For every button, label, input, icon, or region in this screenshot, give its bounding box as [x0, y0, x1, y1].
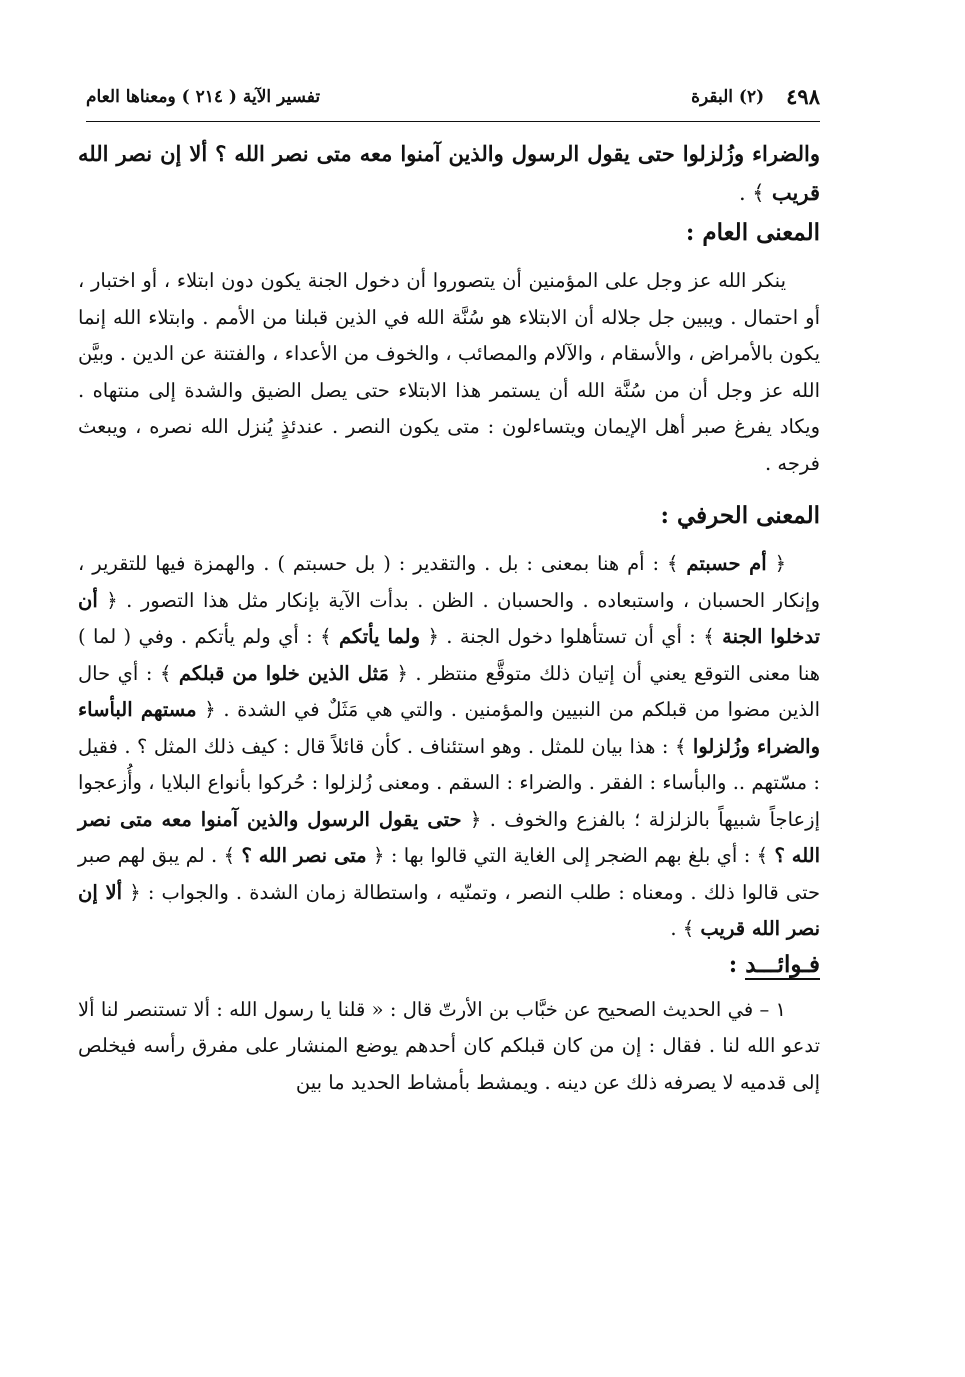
ornate-close: ﴾	[223, 844, 236, 867]
ornate-open: ﴿	[129, 880, 141, 904]
surah-label: (٢) البقرة	[691, 86, 765, 107]
phrase-mathal: مَثل الذين خلوا من قبلكم	[178, 661, 389, 685]
ornate-close: ﴾	[320, 625, 332, 648]
literal-meaning-paragraph	[78, 546, 820, 948]
verse-close-bracket: ﴾ .	[738, 181, 765, 205]
phrase-massathum: مستهم البأساء والضراء وزُلزلوا	[78, 698, 821, 758]
verse-text	[78, 134, 820, 213]
ornate-close: ﴾	[703, 625, 715, 648]
header-right	[691, 84, 820, 109]
page-number: ٤٩٨	[786, 84, 820, 109]
general-meaning-heading: المعنى العام :	[685, 219, 820, 246]
ornate-close: ﴾	[674, 734, 687, 758]
ornate-close: ﴾	[159, 661, 172, 685]
ornate-close: ﴾	[682, 917, 695, 940]
literal-meaning-heading: المعنى الحرفي :	[660, 502, 820, 529]
ornate-close: ﴾	[667, 552, 679, 575]
explanation-6: : أي بلغ بهم الضجر إلى الغاية التي قالوا بها :	[390, 844, 751, 867]
explanation-5: : هذا بيان للمثل . وهو استئناف . كأن قائلاً قال : كيف ذلك المثل ؟ . فقيل : مسّتهم .. والبأساء : الفقر . والضراء : السقم . ومعنى زُلزلوا : حُركوا بأنواع البلايا ، وأُزعجوا إزعاجاً شبيهاً بالزلزلة ؛ بالفزع والخوف .	[78, 734, 821, 831]
phrase-hatta-yaqul: حتى يقول الرسول والذين آمنوا معه متى نصر الله ؟	[78, 807, 821, 867]
ornate-open: ﴿	[774, 552, 786, 575]
page-content	[78, 134, 820, 1101]
ornate-open: ﴿	[106, 588, 118, 612]
explanation-2: : أي أن تستأهلوا دخول الجنة .	[446, 625, 696, 648]
header-rule	[86, 121, 820, 122]
header-title: تفسير الآية ( ٢١٤ ) ومعناها العام	[86, 86, 321, 107]
general-meaning-paragraph: ينكر الله عز وجل على المؤمنين أن يتصوروا أن دخول الجنة يكون دون ابتلاء ، أو اختبار ، أو احتمال . ويبين جل جلاله أن الابتلاء هو سُنَّة الله في الذين قبلنا من الأمم . وابتلاء الله إنما يكون بالأمراض ، والأسقام ، والآلام والمصائب ، والخوف من الأعداء ، والفتنة عن الدين . وبيَّن الله عز وجل أن من سُنَّة الله أن يستمر هذا الابتلاء حتى يصل الضيق والشدة إلى منتهاه . ويكاد يفرغ صبر أهل الإيمان ويتساءلون : متى يكون النصر . عندئذٍ يُنزل الله نصره ، ويبعث فرجه .	[78, 269, 820, 475]
explanation-4: : أي حال الذين مضوا من قبلكم من النبيين والمؤمنين . والتي هي مَثَلٌ في الشدة .	[78, 661, 821, 721]
phrase-an-tadkhulu: أن تدخلوا الجنة	[78, 588, 821, 648]
phrase-am-hasibtum: أم حسبتم	[686, 552, 767, 575]
benefits-heading	[78, 948, 820, 982]
phrase-ala-inna: ألا إن نصر الله قريب	[78, 880, 820, 940]
verse-body: والضراء وزُلزلوا حتى يقول الرسول والذين آمنوا معه متى نصر الله ؟ ألا إن نصر الله قريب	[78, 141, 820, 205]
benefit-item-1: ١ – في الحديث الصحيح عن خبَّاب بن الأرتّ قال : « قلنا يا رسول الله : ألا تستنصر لنا ألا تدعو الله لنا . فقال : إن من كان قبلكم كان أحدهم يوضع المنشار على مفرق رأسه فيخلص إلى قدميه لا يصرفه ذلك عن دينه . ويمشط بأمشاط الحديد ما بين	[78, 997, 820, 1094]
ornate-close: ﴾	[756, 844, 769, 867]
ornate-open: ﴿	[427, 625, 439, 648]
phrase-mata-nasr: متى نصر الله ؟	[241, 844, 367, 867]
ornate-open: ﴿	[396, 661, 408, 685]
explanation-3: : أي ولم يأتكم . وفي ( لما ) هنا معنى التوقع يعني أن إتيان ذلك متوقَّع منتظر .	[78, 625, 821, 685]
benefits-heading-word: فـوائـــد	[745, 950, 820, 978]
explanation-7: . لم يبق لهم صبر حتى قالوا ذلك . ومعناه : طلب النصر ، وتمنّيه ، واستطالة زمان الشدة . والجواب :	[78, 844, 821, 904]
running-header	[86, 84, 820, 109]
explanation-1: : أم هنا بمعنى : بل . والتقدير : ( بل حسبتم ) . والهمزة فيها للتقرير ، وإنكار الحسبان ، واستبعاده . والحسبان . الظن . بدأت الآية بإنكار مثل هذا التصور .	[78, 552, 821, 612]
ornate-open: ﴿	[204, 698, 216, 721]
ornate-open: ﴿	[373, 844, 385, 867]
ornate-open: ﴿	[469, 807, 482, 831]
final-period: .	[670, 917, 677, 940]
benefits-heading-colon: :	[728, 950, 738, 978]
phrase-walamma-yatikum: ولما يأتكم	[338, 625, 421, 648]
